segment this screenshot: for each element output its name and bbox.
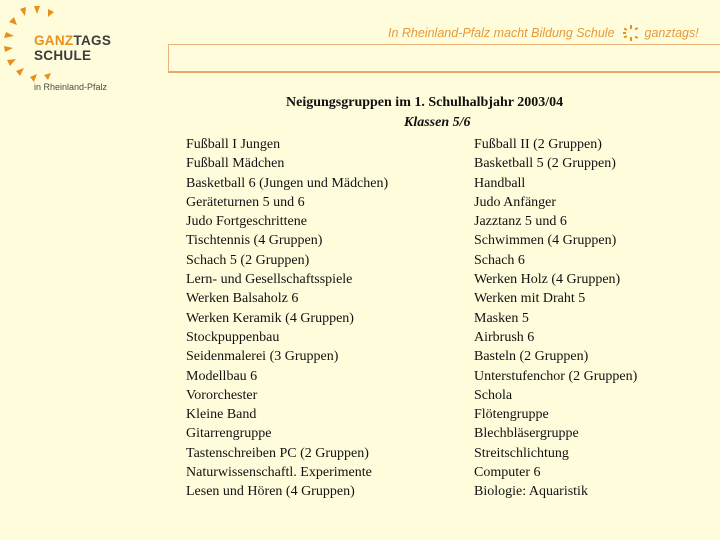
list-item: Stockpuppenbau xyxy=(186,329,280,345)
logo-word-schule: SCHULE xyxy=(34,48,92,63)
document-title: Neigungsgruppen im 1. Schulhalbjahr 2003/04 xyxy=(286,95,564,110)
list-item: Biologie: Aquaristik xyxy=(474,484,588,500)
list-item: Airbrush 6 xyxy=(474,329,535,345)
list-item: Werken mit Draht 5 xyxy=(474,291,586,307)
left-column xyxy=(186,135,388,502)
header-frame-top xyxy=(168,44,720,45)
list-item: Streitschlichtung xyxy=(474,445,569,461)
list-item: Vororchester xyxy=(186,387,258,403)
list-item: Masken 5 xyxy=(474,310,529,326)
list-item: Fußball I Jungen xyxy=(186,137,281,152)
list-item: Modellbau 6 xyxy=(186,368,258,384)
list-item: Handball xyxy=(474,175,526,191)
list-item: Blechbläsergruppe xyxy=(474,426,579,442)
ganztagsschule-logo[interactable] xyxy=(4,4,124,92)
list-item: Werken Keramik (4 Gruppen) xyxy=(186,310,354,326)
right-column xyxy=(474,135,637,502)
list-item: Schola xyxy=(474,387,513,403)
list-item: Kleine Band xyxy=(186,407,257,423)
list-item: Lesen und Hören (4 Gruppen) xyxy=(186,484,355,500)
list-item: Schwimmen (4 Gruppen) xyxy=(474,233,617,249)
logo-word-ganztags: GANZTAGS xyxy=(34,33,112,48)
list-item: Judo Anfänger xyxy=(474,194,557,210)
list-item: Flötengruppe xyxy=(474,407,549,423)
list-item: Gitarrengruppe xyxy=(186,426,272,442)
list-item: Werken Holz (4 Gruppen) xyxy=(474,272,621,288)
small-sun-icon xyxy=(623,25,639,41)
list-item: Naturwissenschaftl. Experimente xyxy=(186,465,372,481)
list-item: Judo Fortgeschrittene xyxy=(186,214,307,230)
list-item: Seidenmalerei (3 Gruppen) xyxy=(186,349,339,365)
list-item: Jazztanz 5 und 6 xyxy=(474,214,567,230)
list-item: Unterstufenchor (2 Gruppen) xyxy=(474,368,638,384)
header-tagline xyxy=(388,25,699,41)
tagline-text: In Rheinland-Pfalz macht Bildung Schule xyxy=(388,26,615,40)
list-item: Schach 5 (2 Gruppen) xyxy=(186,252,310,268)
list-item: Computer 6 xyxy=(474,465,541,481)
list-item: Basketball 6 (Jungen und Mädchen) xyxy=(186,175,389,191)
logo-subtitle: in Rheinland-Pfalz xyxy=(34,82,108,92)
list-item: Geräteturnen 5 und 6 xyxy=(186,194,305,210)
list-item: Basketball 5 (2 Gruppen) xyxy=(474,156,616,172)
header-frame-bottom xyxy=(168,71,720,73)
list-item: Lern- und Gesellschaftsspiele xyxy=(186,272,353,288)
list-item: Schach 6 xyxy=(474,252,525,268)
list-item: Tischtennis (4 Gruppen) xyxy=(186,233,323,249)
list-item: Fußball II (2 Gruppen) xyxy=(474,137,602,152)
list-item: Tastenschreiben PC (2 Gruppen) xyxy=(186,445,369,461)
tagline-end-text: ganztags! xyxy=(644,26,699,40)
list-item: Werken Balsaholz 6 xyxy=(186,291,299,307)
list-item: Basteln (2 Gruppen) xyxy=(474,349,589,365)
header-frame-left xyxy=(168,44,169,71)
list-item: Fußball Mädchen xyxy=(186,156,285,172)
document-subtitle: Klassen 5/6 xyxy=(404,115,471,130)
